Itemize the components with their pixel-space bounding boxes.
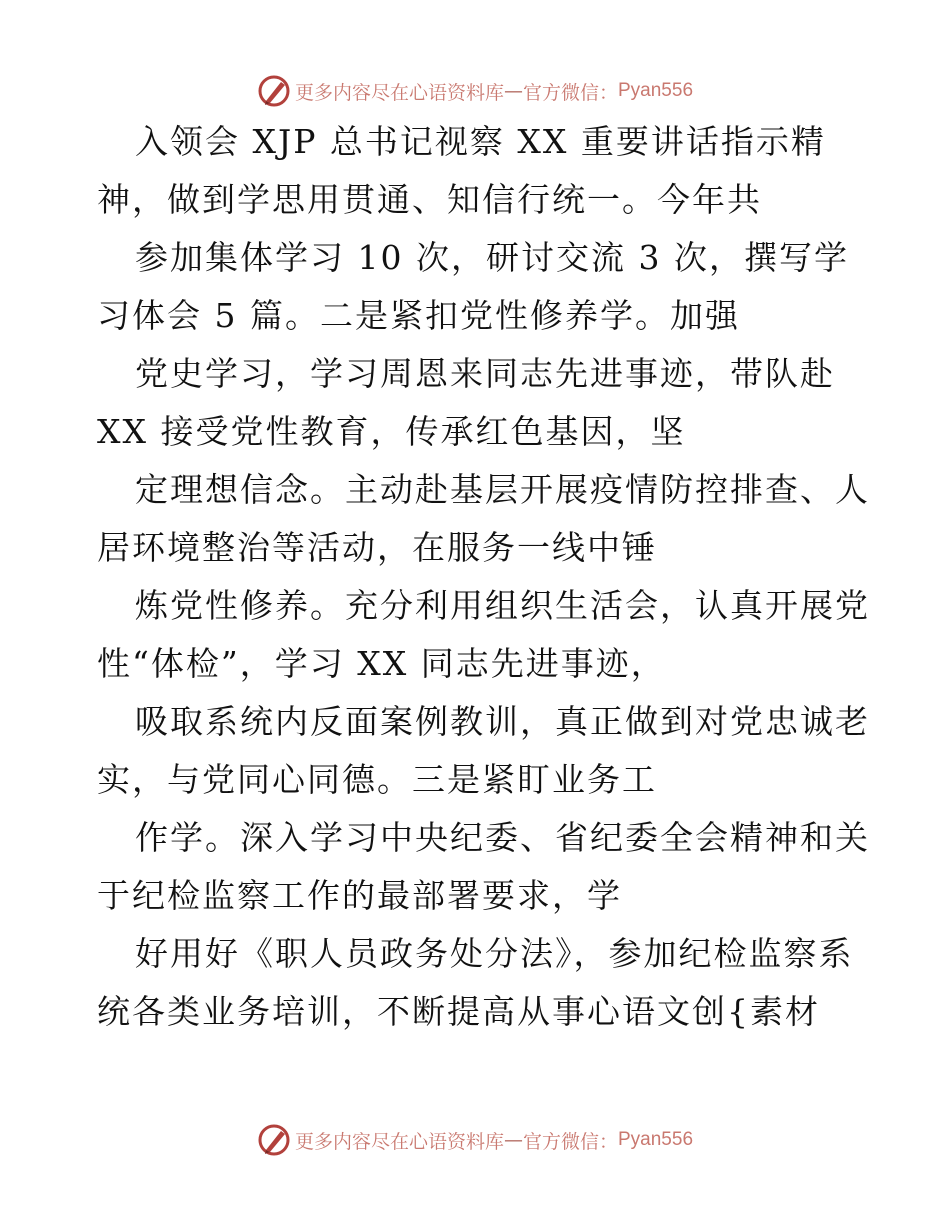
body-line: 习体会 5 篇。二是紧扣党性修养学。加强 bbox=[97, 296, 740, 335]
banner-dash: — bbox=[503, 80, 523, 102]
banner-dash: — bbox=[503, 1129, 523, 1151]
banner-wechat-id: Pyan556 bbox=[618, 1129, 694, 1150]
body-line: 入领会 XJP 总书记视察 XX 重要讲话指示精 bbox=[135, 122, 826, 161]
banner-wechat-label: 官方微信： bbox=[522, 1130, 618, 1153]
body-line: 神，做到学思用贯通、知信行统一。今年共 bbox=[97, 180, 762, 219]
pen-logo-icon bbox=[257, 1123, 291, 1157]
footer-watermark-banner bbox=[0, 1120, 950, 1160]
body-line: 统各类业务培训，不断提高从事心语文创{素材 bbox=[97, 992, 820, 1031]
body-line: 于纪检监察工作的最部署要求，学 bbox=[97, 876, 622, 915]
banner-wechat-label: 官方微信： bbox=[522, 81, 618, 104]
header-watermark-banner bbox=[0, 71, 950, 111]
body-line: 定理想信念。主动赴基层开展疫情防控排查、人 bbox=[135, 470, 870, 509]
body-line: 作学。深入学习中央纪委、省纪委全会精神和关 bbox=[135, 818, 870, 857]
body-line: 党史学习，学习周恩来同志先进事迹，带队赴 bbox=[135, 354, 835, 393]
pen-logo-icon bbox=[257, 74, 291, 108]
banner-library-text: 更多内容尽在心语资料库 bbox=[294, 1130, 504, 1153]
body-line: 参加集体学习 10 次，研讨交流 3 次，撰写学 bbox=[135, 238, 849, 277]
banner-wechat-id: Pyan556 bbox=[618, 80, 694, 101]
banner-library-text: 更多内容尽在心语资料库 bbox=[294, 81, 504, 104]
body-line: 炼党性修养。充分利用组织生活会，认真开展党 bbox=[135, 586, 870, 625]
body-line: 实，与党同心同德。三是紧盯业务工 bbox=[97, 760, 657, 799]
body-line: 好用好《职人员政务处分法》，参加纪检监察系 bbox=[135, 934, 854, 973]
body-line: 居环境整治等活动，在服务一线中锤 bbox=[97, 528, 657, 567]
body-line: 性“体检”，学习 XX 同志先进事迹， bbox=[97, 644, 666, 683]
body-line: XX 接受党性教育，传承红色基因，坚 bbox=[97, 412, 686, 451]
body-line: 吸取系统内反面案例教训，真正做到对党忠诚老 bbox=[135, 702, 870, 741]
